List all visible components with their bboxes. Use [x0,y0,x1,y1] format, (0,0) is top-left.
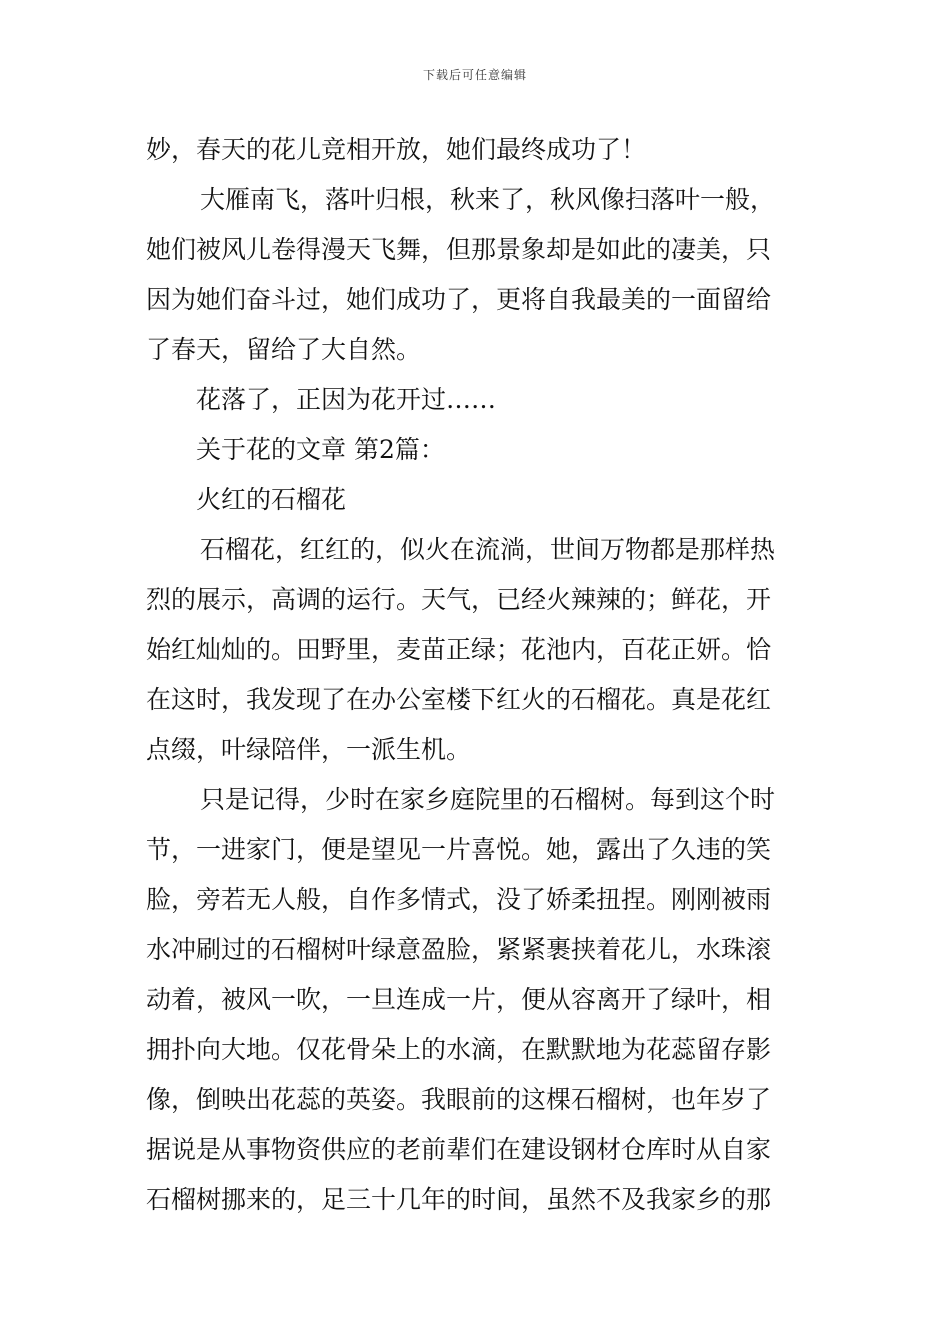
page-header-note: 下载后可任意编辑 [422,68,527,82]
text-line: 节，一进家门，便是望见一片喜悦。她，露出了久违的笑 [146,835,772,864]
text-line: 在这时，我发现了在办公室楼下红火的石榴花。真是花红 [146,685,772,714]
paragraph-start-line: 石榴花，红红的，似火在流淌，世间万物都是那样热 [200,535,776,564]
article-number-heading: 关于花的文章 第2篇： [196,435,445,464]
text-line: 点缀，叶绿陪伴，一派生机。 [146,735,472,764]
text-line: 水冲刷过的石榴树叶绿意盈脸，紧紧裹挟着花儿，水珠滚 [146,935,772,964]
text-line: 脸，旁若无人般，自作多情式，没了娇柔扭捏。刚刚被雨 [146,885,772,914]
text-line: 了春天，留给了大自然。 [146,335,422,364]
article-title: 火红的石榴花 [196,485,347,514]
text-line: 拥扑向大地。仅花骨朵上的水滴，在默默地为花蕊留存影 [146,1035,772,1064]
text-line: 石榴树挪来的，足三十几年的时间，虽然不及我家乡的那 [146,1185,772,1214]
text-line: 像，倒映出花蕊的英姿。我眼前的这棵石榴树，也年岁了 [146,1085,772,1114]
text-line: 始红灿灿的。田野里，麦苗正绿；花池内，百花正妍。恰 [146,635,772,664]
text-line: 她们被风儿卷得漫天飞舞，但那景象却是如此的凄美，只 [146,235,772,264]
paragraph-start-line: 只是记得，少时在家乡庭院里的石榴树。每到这个时 [200,785,776,814]
text-line: 烈的展示，高调的运行。天气，已经火辣辣的；鲜花，开 [146,585,772,614]
text-line: 动着，被风一吹，一旦连成一片，便从容离开了绿叶，相 [146,985,772,1014]
text-line: 因为她们奋斗过，她们成功了，更将自我最美的一面留给 [146,285,772,314]
text-line: 妙，春天的花儿竞相开放，她们最终成功了！ [146,135,647,164]
paragraph-start-line: 花落了，正因为花开过…… [196,385,497,414]
text-line: 据说是从事物资供应的老前辈们在建设钢材仓库时从自家 [146,1135,772,1164]
paragraph-start-line: 大雁南飞，落叶归根，秋来了，秋风像扫落叶一般， [200,185,776,214]
